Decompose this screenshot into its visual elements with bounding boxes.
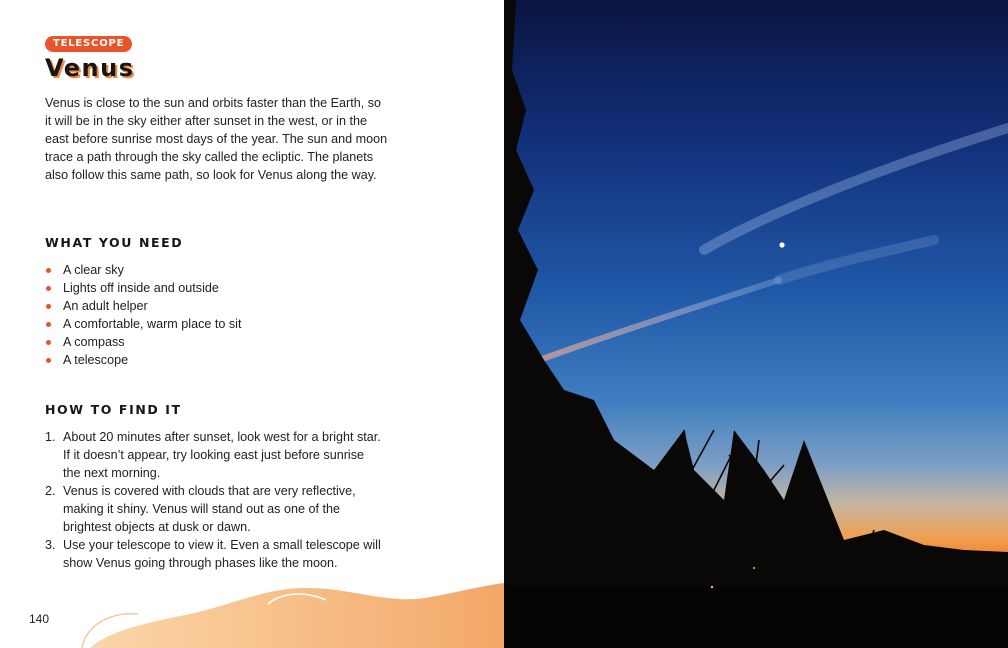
bullet-dot <box>46 286 51 291</box>
decorative-wave <box>0 560 504 648</box>
list-item-text: A telescope <box>63 353 129 367</box>
bullet-dot <box>46 322 51 327</box>
step-item <box>45 482 385 536</box>
steps-list <box>45 428 385 572</box>
list-item-text: A clear sky <box>63 263 124 277</box>
page-number: 140 <box>29 612 50 626</box>
list-item-text: An adult helper <box>63 299 148 313</box>
list-item <box>45 297 241 315</box>
list-item <box>45 315 241 333</box>
bullet-dot <box>46 304 51 309</box>
list-item-text: A compass <box>63 335 125 349</box>
what-you-need-heading: WHAT YOU NEED <box>45 235 184 250</box>
bullet-dot <box>46 340 51 345</box>
step-item <box>45 536 385 572</box>
right-page <box>504 0 1008 648</box>
venus-sky-photo <box>504 0 1008 648</box>
step-number: 3. <box>45 538 56 552</box>
page-title: Venus <box>45 54 135 82</box>
list-item <box>45 333 241 351</box>
list-item <box>45 261 241 279</box>
bullet-dot <box>46 358 51 363</box>
how-to-find-heading: HOW TO FIND IT <box>45 402 182 417</box>
step-text: Venus is covered with clouds that are very reflective, making it shiny. Venus will stand out as one of the brightest objects at dusk or dawn. <box>63 484 356 534</box>
step-text: Use your telescope to view it. Even a small telescope will show Venus going through phases like the moon. <box>63 538 381 570</box>
bullet-dot <box>46 268 51 273</box>
intro-paragraph: Venus is close to the sun and orbits faster than the Earth, so it will be in the sky either after sunset in the west, or in the east before sunrise most days of the year. The sun and moon trace a path through the sky called the ecliptic. The planets also follow this same path, so look for Venus along the way. <box>45 96 388 182</box>
step-item <box>45 428 385 482</box>
need-list <box>45 261 241 369</box>
list-item <box>45 279 241 297</box>
step-text: About 20 minutes after sunset, look west for a bright star. If it doesn’t appear, try looking east just before sunrise the next morning. <box>63 430 381 480</box>
list-item-text: A comfortable, warm place to sit <box>63 317 242 331</box>
step-number: 1. <box>45 430 56 444</box>
list-item <box>45 351 241 369</box>
list-item-text: Lights off inside and outside <box>63 281 219 295</box>
category-badge: TELESCOPE <box>45 36 132 52</box>
step-number: 2. <box>45 484 56 498</box>
